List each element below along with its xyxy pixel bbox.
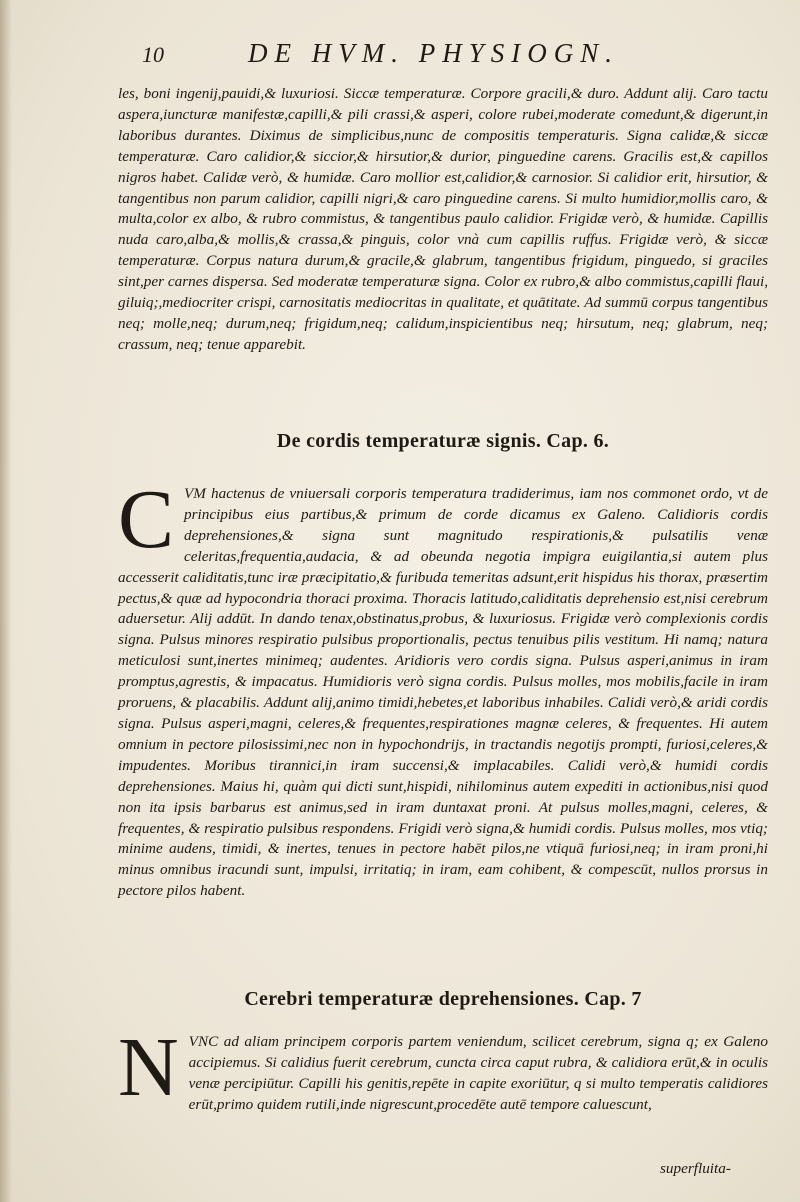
page-header xyxy=(118,38,758,78)
page-number: 10 xyxy=(142,42,164,67)
chapter-6-heading: De cordis temperaturæ signis. Cap. 6. xyxy=(276,430,610,452)
paragraph-brain-text: VNC ad aliam principem corporis partem veniendum, scilicet cerebrum, signa q; ex Galeno accipiemus. Si calidius fuerit cerebrum, cuncta circa caput rubra, & calidiora erūt,& in oculis venæ percipiūtur. Capilli his genitis,repēte in capite exoriūtur, q si multo temperatis calidiores erūt,primo quidem rutili,inde nigrescunt,procedēte autē tempore caluescunt, xyxy=(188,1033,768,1113)
page-gutter-shadow xyxy=(0,0,12,1202)
drop-cap-c: C xyxy=(118,473,175,566)
paragraph-brain xyxy=(118,1021,768,1116)
paragraph-heart-text: VM hactenus de vniuersali corporis temperatura tradiderimus, iam nos commonet ordo, vt de principibus eius partibus,& primum de corde dicamus ex Galeno. Calidioris cordis deprehensiones,& signa sunt magnitudo respirationis,& pulsatilis venæ celeritas,frequentia,audacia, & ad obeunda negotia impigra euigilantia,si autem plus accesserit caliditatis,tunc iræ præcipitatio,& furibuda temeritas adsunt,erit hispidus his thorax, præsertim pectus,& quæ ad hypocondria thoraci proxima. Thoracis latitudo,caliditatis deprehensio est,nisi cerebrum aduersetur. Alij addūt. In dando tenax,obstinatus,probus, & luxuriosus. Frigidæ verò complexionis cordis signa. Pulsus minores respiratio pulsibus proportionalis, pectus tenuibus pilis vestitum. Hi namq; natura meticulosi sunt,inertes minimeq; audentes. Aridioris vero cordis signa. Pulsus asperi,animus in iram promptus,agrestis, & impacatus. Humidioris verò signa cordis. Pulsus molles, mos mobilis,facile in iram proruens, & placabilis. Addunt alij,animo timidi,hebetes,et laboribus inhabiles. Calidi verò,& aridi cordis signa. Pulsus asperi,magni, celeres,& frequentes,respirationes magnæ celeres, & frequentes. Hi autem omnium in pectore pilosissimi,nec non in hypochondrijs, in tractandis negotijs prompti, furiosi,celeres,& impudentes. Moribus tirannici,in iram succensi,& implacabiles. Calidi verò,& humidi cordis deprehensiones. Maius hi, quàm qui dicti sunt,hispidi, nihilominus autem expediti in actionibus,nisi quod non ita ipsis barbarus est animus,sed in iram duntaxat proni. At pulsus molles,magni, celeres, & frequentes, & respiratio pulsibus respondens. Frigidi verò signa,& humidi cordis. Pulsus molles, mos vtiq; minime audens, timidi, & inertes, tenues in pectore habēt pilos,ne vtiquā furiosi,neq; in iram proni,hi minus omnibus iracundi sunt, impulsi, irritatiq; in iram, eam cohibent, & compescūt, nullos prorsus in pectore pilos habent. xyxy=(118,485,768,900)
paragraph-heart xyxy=(118,473,768,902)
paragraph-temperaments: les, boni ingenij,pauidi,& luxuriosi. Siccæ temperaturæ. Corpore gracili,& duro. Addunt alij. Caro tactu aspera,iuncturæ manifestæ,capilli,& pili crassi,& asperi, colore rubei,moderate comedunt,& digerunt,in laboribus durantes. Diximus de simplicibus,nunc de compositis temperaturis. Signa calidæ,& siccæ temperaturæ. Caro calidior,& siccior,& hirsutior,& durior, pinguedine carens. Gracilis est,& capillos nigros habet. Calidæ verò, & humidæ. Caro mollior est,calidior,& carnosior. Si calidior erit, hirsutior, & tangentibus non parum calidior, capilli nigri,& caro pinguedine carens. Si multo humidior,mollis caro, & multa,color ex albo, & rubro commistus, & tangentibus paulo calidior. Frigidæ verò, & humidæ. Capillis nuda caro,alba,& mollis,& crassa,& pinguis, color vnà cum capillis ruffus. Frigidæ verò, & siccæ temperaturæ. Corpus natura durum,& gracile,& glabrum, tangentibus frigidum, pinguedo, si graciles sint,per carnes dispersa. Sed moderatæ temperaturæ signa. Color ex rubro,& albo commistus,capilli flaui, giluiq;,mediocriter crispi, carnositatis mediocritas in qualitate, et quātitate. Ad summū corpus tangentibus neq; molle,neq; durum,neq; frigidum,neq; calidum,inspicientibus neq; hirsutum, neq; glabrum, neq; crassum, neq; tenue apparebit. xyxy=(118,85,768,353)
chapter-7-heading: Cerebri temperaturæ deprehensiones. Cap. 7 xyxy=(244,988,642,1010)
drop-cap-n: N xyxy=(118,1021,179,1114)
catchword: superfluita- xyxy=(660,1160,731,1177)
running-head: DE HVM. PHYSIOGN. xyxy=(248,38,619,68)
